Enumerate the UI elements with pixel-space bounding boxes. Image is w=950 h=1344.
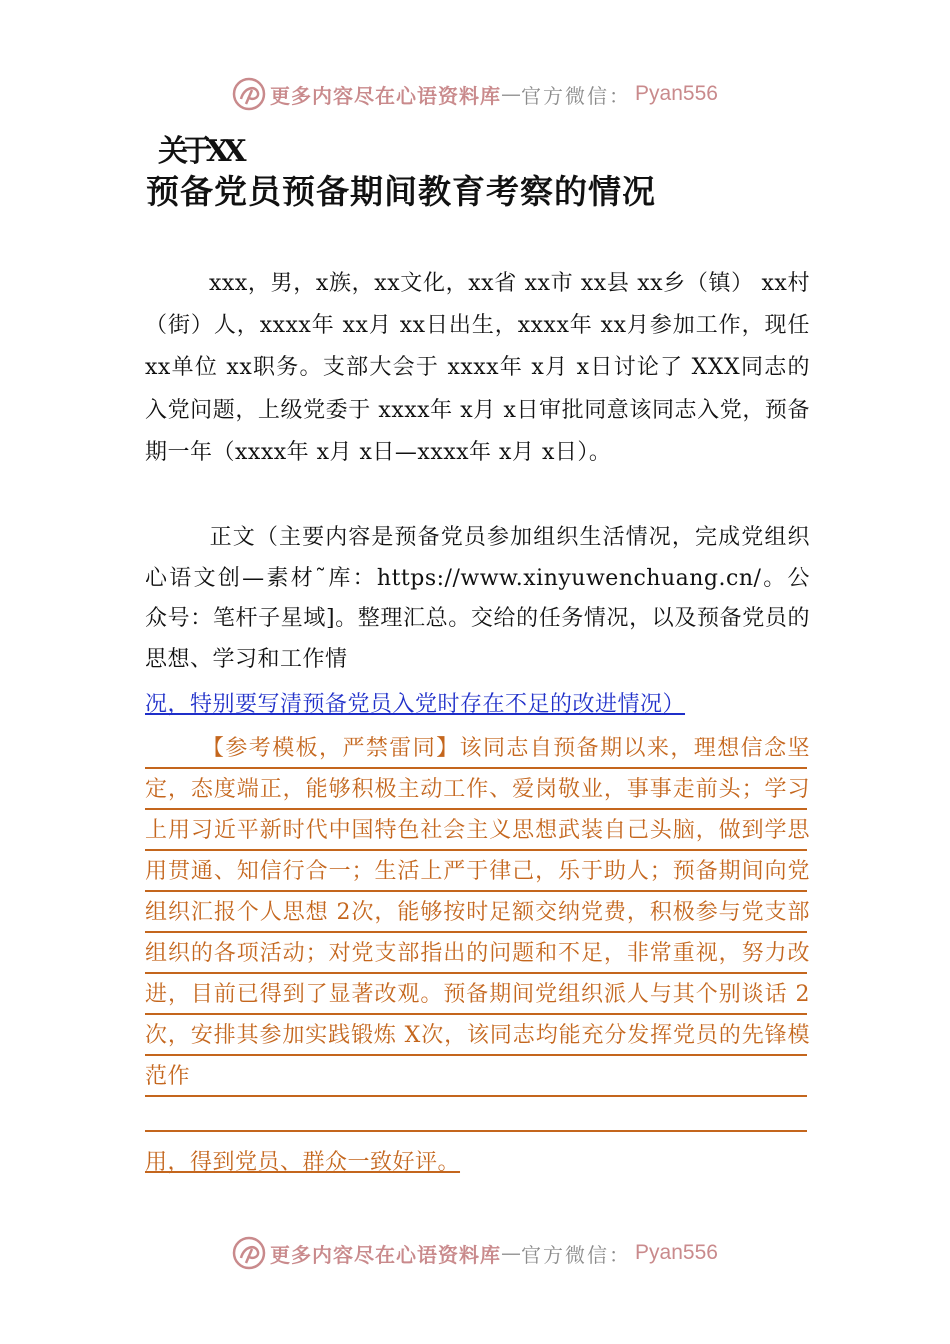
banner-wechat-id: Pyan556: [635, 82, 718, 105]
ref-rule-10: [145, 1130, 807, 1132]
ref-rule-6: [145, 972, 807, 974]
ref-rule-9: [145, 1095, 807, 1097]
banner-separator: —: [501, 1241, 522, 1265]
ref-rule-1: [145, 767, 807, 769]
paragraph-basic-info-text: xxx，男，x族，xx文化，xx省 xx市 xx县 xx乡（镇） xx村（街）人，xxxx年 xx月 xx日出生，xxxx年 xx月参加工作，现任 xx单位 xx职务。支部大会于 xxxx年 x月 x日讨论了 XXX同志的入党问题，上级党委于 xxxx年 x月 x日审批同意该同志入党，预备期一年（xxxx年 x月 x日—xxxx年 x月 x日）。: [145, 271, 810, 465]
ref-rule-7: [145, 1013, 807, 1015]
swirl-logo-icon: [232, 1236, 266, 1270]
reference-template: [145, 728, 810, 1097]
ref-rule-4: [145, 890, 807, 892]
reference-template-text: 【参考模板，严禁雷同】该同志自预备期以来，理想信念坚定，态度端正，能够积极主动工作、爱岗敬业，事事走前头；学习上用习近平新时代中国特色社会主义思想武装自己头脑，做到学思用贯通、知信行合一；生活上严于律己，乐于助人；预备期间向党组织汇报个人思想 2次，能够按时足额交纳党费，积极参与党支部组织的各项活动；对党支部指出的问题和不足，非常重视，努力改进，目前已得到了显著改观。预备期间党组织派人与其个别谈话 2次，安排其参加实践锻炼 X次，该同志均能充分发挥党员的先锋模范作: [145, 736, 810, 1089]
heading-small: 关于XX: [158, 134, 241, 169]
banner-promo-text: 更多内容尽在心语资料库: [270, 83, 502, 108]
paragraph-basic-info: [145, 263, 810, 474]
page-title: 预备党员预备期间教育考察的情况: [146, 172, 656, 211]
ref-rule-3: [145, 849, 807, 851]
top-banner: [0, 72, 950, 116]
banner-separator: —: [501, 82, 522, 106]
paragraph-body: [145, 518, 810, 680]
reference-tail: 用，得到党员、群众一致好评。: [145, 1150, 461, 1175]
link-line[interactable]: 况，特别要写清预备党员入党时存在不足的改进情况）: [145, 692, 686, 717]
swirl-logo-icon: [232, 77, 266, 111]
ref-rule-8: [145, 1054, 807, 1056]
bottom-banner: [0, 1231, 950, 1275]
paragraph-body-text: 正文（主要内容是预备党员参加组织生活情况，完成党组织心语文创—素材˜库：https://www.xinyuwenchuang.cn/。公众号：笔杆子星域]。整理汇总。交给的任务情况，以及预备党员的思想、学习和工作情: [145, 525, 810, 672]
ref-rule-2: [145, 808, 807, 810]
banner-wechat-label: 官方微信：: [521, 83, 632, 108]
ref-rule-5: [145, 931, 807, 933]
banner-wechat-id: Pyan556: [635, 1241, 718, 1264]
banner-promo-text: 更多内容尽在心语资料库: [270, 1242, 502, 1267]
banner-wechat-label: 官方微信：: [521, 1242, 632, 1267]
